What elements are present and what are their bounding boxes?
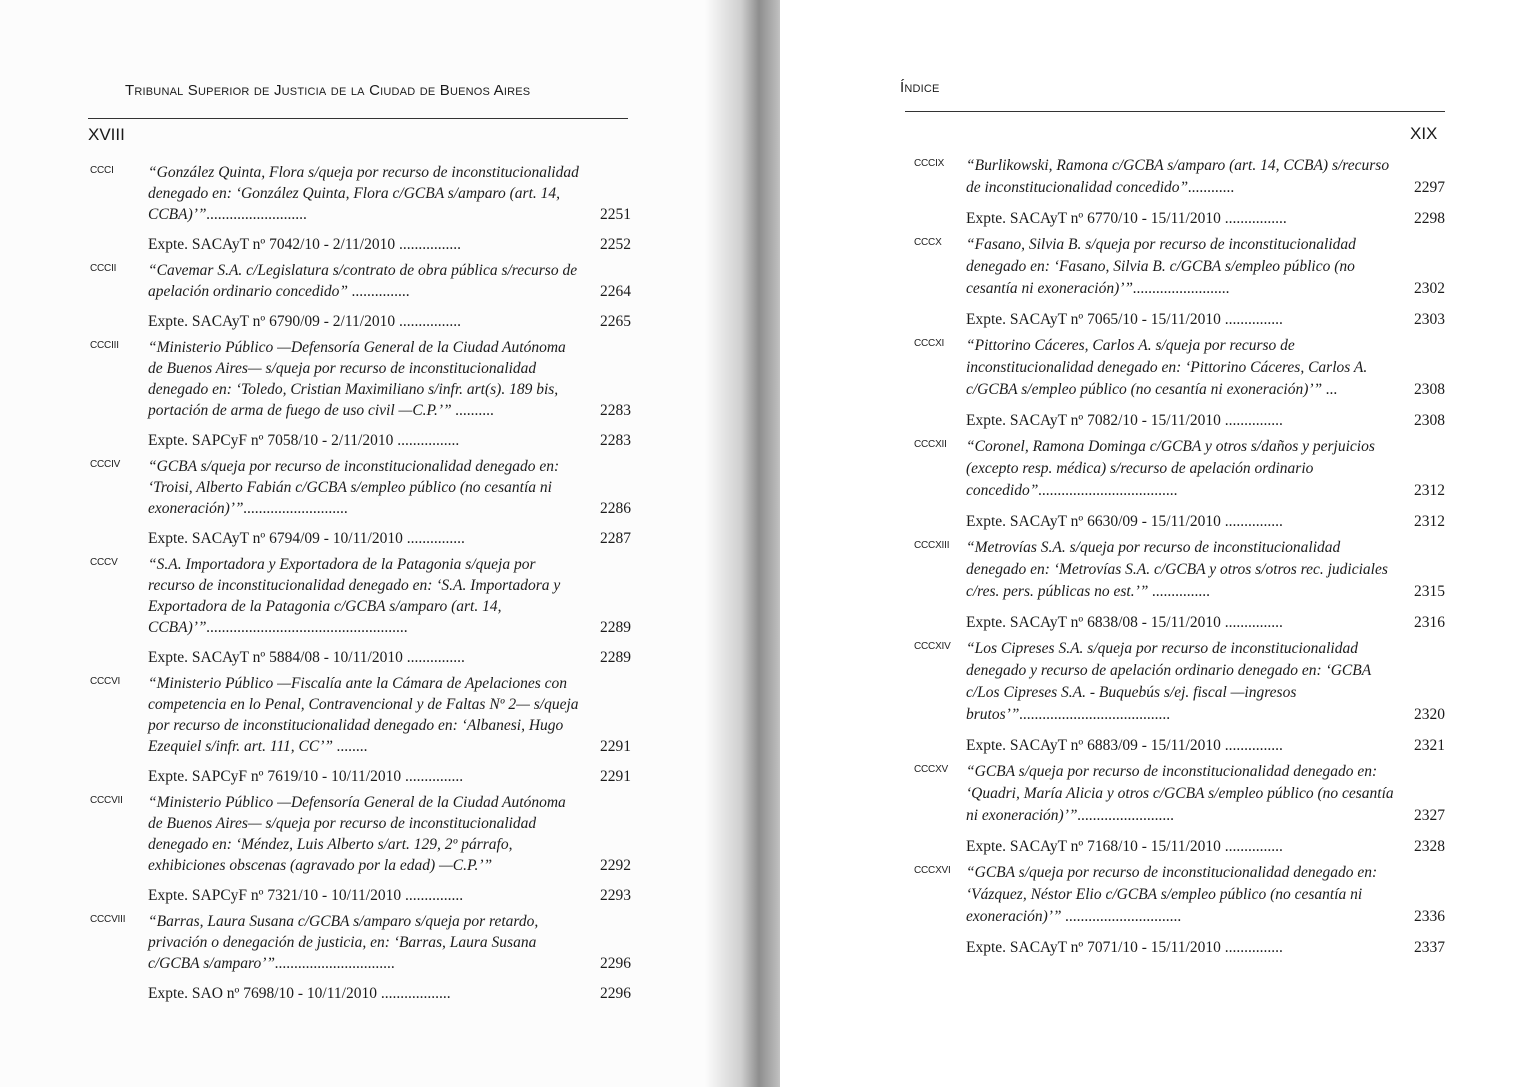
header-rule [88,118,628,119]
index-entry [914,234,1445,330]
entry-title: “Ministerio Público —Defensoría General de la Ciudad Autónoma de Buenos Aires— s/queja por recurso de inconstitucionalidad denegado en: ‘Méndez, Luis Alberto s/art. 129, 2º párrafo, exhibiciones obscenas (agravado por la edad) —C.P.’” [148,794,566,874]
entry-expte: Expte. SACAyT nº 6630/09 - 15/11/2010 ............... [966,513,1283,530]
right-page [780,0,1536,1087]
index-entry [90,673,631,787]
entry-expte: Expte. SACAyT nº 7042/10 - 2/11/2010 ................ [148,236,461,253]
expte-page: 2328 [1414,838,1445,855]
entry-expte: Expte. SAO nº 7698/10 - 10/11/2010 .................. [148,985,451,1002]
expte-page: 2321 [1414,737,1445,754]
entry-title: “González Quinta, Flora s/queja por recurso de inconstitucionalidad denegado en: ‘González Quinta, Flora c/GCBA s/amparo (art. 14, CCBA)’”.......................... [148,164,579,223]
entry-page: 2289 [600,619,631,636]
page-number: XIX [1410,124,1438,143]
entry-page: 2286 [600,500,631,517]
entry-expte: Expte. SACAyT nº 6838/08 - 15/11/2010 ............... [966,614,1283,631]
entry-page: 2251 [600,206,631,223]
index-entry [914,761,1445,857]
entry-number: CCCII [90,263,117,274]
entry-title: “Los Cipreses S.A. s/queja por recurso de inconstitucionalidad denegado y recurso de apelación ordinario denegado en: ‘GCBA c/Los Cipreses S.A. - Buquebús s/ej. fiscal —ingresos brutos’”....................................... [966,640,1371,723]
entry-title: “Cavemar S.A. c/Legislatura s/contrato de obra pública s/recurso de apelación ordinario concedido” ............... [148,262,578,300]
entry-expte: Expte. SAPCyF nº 7321/10 - 10/11/2010 ............... [148,887,464,904]
entry-title: “Metrovías S.A. s/queja por recurso de inconstitucionalidad denegado en: ‘Metrovías S.A. c/GCBA y otros s/otros rec. judiciales c/res. pers. públicas no est.’” ............... [966,539,1388,600]
entry-title: “Barras, Laura Susana c/GCBA s/amparo s/queja por retardo, privación o denegación de justicia, en: ‘Barras, Laura Susana c/GCBA s/amparo’”............................... [148,913,539,972]
entry-number: CCCXI [914,338,945,349]
entry-number: CCCVI [90,676,121,687]
entry-page: 2264 [600,283,631,300]
entry-expte: Expte. SACAyT nº 7082/10 - 15/11/2010 ............... [966,412,1283,429]
entry-number: CCCVIII [90,914,126,925]
expte-page: 2293 [600,887,631,904]
entry-page: 2291 [600,738,631,755]
entry-title: “GCBA s/queja por recurso de inconstitucionalidad denegado en: ‘Troisi, Alberto Fabián c/GCBA s/empleo público (no cesantía ni exoneración)’”........................... [148,458,560,517]
index-entry [90,456,631,549]
entry-number: CCCIII [90,340,119,351]
index-entry [914,155,1445,229]
expte-page: 2296 [600,985,631,1002]
entry-title: “Coronel, Ramona Dominga c/GCBA y otros s/daños y perjuicios (excepto resp. médica) s/recurso de apelación ordinario concedido”.................................... [966,438,1375,499]
entry-title: “GCBA s/queja por recurso de inconstitucionalidad denegado en: ‘Vázquez, Néstor Elio c/GCBA s/empleo público (no cesantía ni exoneración)’” .............................. [966,864,1378,925]
expte-page: 2287 [600,530,631,547]
index-entry [90,260,631,332]
entry-page: 2308 [1414,381,1445,398]
index-entry [90,554,631,668]
index-entry [914,335,1445,431]
expte-page: 2337 [1414,939,1445,956]
entry-expte: Expte. SAPCyF nº 7058/10 - 2/11/2010 ................ [148,432,460,449]
entry-page: 2336 [1414,908,1445,925]
index-entry [914,436,1445,532]
index-entry [914,638,1445,756]
page-number: XVIII [88,125,125,144]
entry-expte: Expte. SAPCyF nº 7619/10 - 10/11/2010 ............... [148,768,464,785]
entry-expte: Expte. SACAyT nº 7071/10 - 15/11/2010 ............... [966,939,1283,956]
index-list [90,162,631,1009]
running-header: Tribunal Superior de Justicia de la Ciudad de Buenos Aires [125,82,531,99]
index-entry [90,911,631,1004]
entry-page: 2296 [600,955,631,972]
entry-number: CCCXV [914,764,949,775]
entry-number: CCCIV [90,459,121,470]
entry-page: 2312 [1414,482,1445,499]
entry-title: “Ministerio Público —Defensoría General de la Ciudad Autónoma de Buenos Aires— s/queja por recurso de inconstitucionalidad denegado en: ‘Toledo, Cristian Maximiliano s/infr. art(s). 189 bis, portación de arma de fuego de uso civil —C.P.’” .......... [148,339,566,419]
entry-page: 2283 [600,402,631,419]
header-rule [905,111,1445,112]
entry-number: CCCI [90,165,114,176]
entry-title: “S.A. Importadora y Exportadora de la Patagonia s/queja por recurso de inconstitucionalidad denegado en: ‘S.A. Importadora y Exportadora de la Patagonia c/GCBA s/amparo (art. 14, CCBA)’”.................................................... [148,556,561,636]
entry-title: “Ministerio Público —Fiscalía ante la Cámara de Apelaciones con competencia en lo Penal, Contravencional y de Faltas Nº 2— s/queja por recurso de inconstitucionalidad denegado en: ‘Albanesi, Hugo Ezequiel s/infr. art. 111, CC’” ........ [148,675,579,755]
expte-page: 2291 [600,768,631,785]
entry-expte: Expte. SACAyT nº 6883/09 - 15/11/2010 ............... [966,737,1283,754]
expte-page: 2289 [600,649,631,666]
expte-page: 2265 [600,313,631,330]
entry-number: CCCVII [90,795,123,806]
expte-page: 2298 [1414,210,1445,227]
entry-page: 2320 [1414,706,1445,723]
index-entry [914,862,1445,958]
entry-title: “Burlikowski, Ramona c/GCBA s/amparo (art. 14, CCBA) s/recurso de inconstitucionalidad concedido”............ [966,157,1390,196]
entry-page: 2297 [1414,179,1445,196]
entry-number: CCCXIV [914,641,951,652]
index-list [914,155,1445,963]
index-entry [90,337,631,451]
entry-title: “Fasano, Silvia B. s/queja por recurso de inconstitucionalidad denegado en: ‘Fasano, Silvia B. c/GCBA s/empleo público (no cesantía ni exoneración)’”......................... [966,236,1356,297]
entry-page: 2302 [1414,280,1445,297]
entry-number: CCCIX [914,158,945,169]
index-entry [90,162,631,255]
left-page [0,0,735,1087]
entry-number: CCCX [914,237,942,248]
expte-page: 2303 [1414,311,1445,328]
index-entry [914,537,1445,633]
entry-number: CCCXII [914,439,947,450]
expte-page: 2252 [600,236,631,253]
entry-expte: Expte. SACAyT nº 7168/10 - 15/11/2010 ............... [966,838,1283,855]
entry-expte: Expte. SACAyT nº 7065/10 - 15/11/2010 ............... [966,311,1283,328]
expte-page: 2283 [600,432,631,449]
entry-page: 2315 [1414,583,1445,600]
entry-expte: Expte. SACAyT nº 6794/09 - 10/11/2010 ............... [148,530,465,547]
entry-title: “GCBA s/queja por recurso de inconstitucionalidad denegado en: ‘Quadri, María Alicia y otros c/GCBA s/empleo público (no cesantía ni exoneración)’”......................... [966,763,1394,824]
entry-title: “Pittorino Cáceres, Carlos A. s/queja por recurso de inconstitucionalidad denegado en: ‘Pittorino Cáceres, Carlos A. c/GCBA s/empleo público (no cesantía ni exoneración)’” ... [966,337,1368,398]
entry-number: CCCXIII [914,540,950,551]
entry-expte: Expte. SACAyT nº 5884/08 - 10/11/2010 ............... [148,649,465,666]
entry-page: 2327 [1414,807,1445,824]
expte-page: 2312 [1414,513,1445,530]
running-header: Índice [900,79,940,96]
entry-expte: Expte. SACAyT nº 6790/09 - 2/11/2010 ................ [148,313,461,330]
expte-page: 2316 [1414,614,1445,631]
entry-page: 2292 [600,857,631,874]
index-entry [90,792,631,906]
expte-page: 2308 [1414,412,1445,429]
entry-expte: Expte. SACAyT nº 6770/10 - 15/11/2010 ................ [966,210,1287,227]
entry-number: CCCV [90,557,118,568]
entry-number: CCCXVI [914,865,951,876]
